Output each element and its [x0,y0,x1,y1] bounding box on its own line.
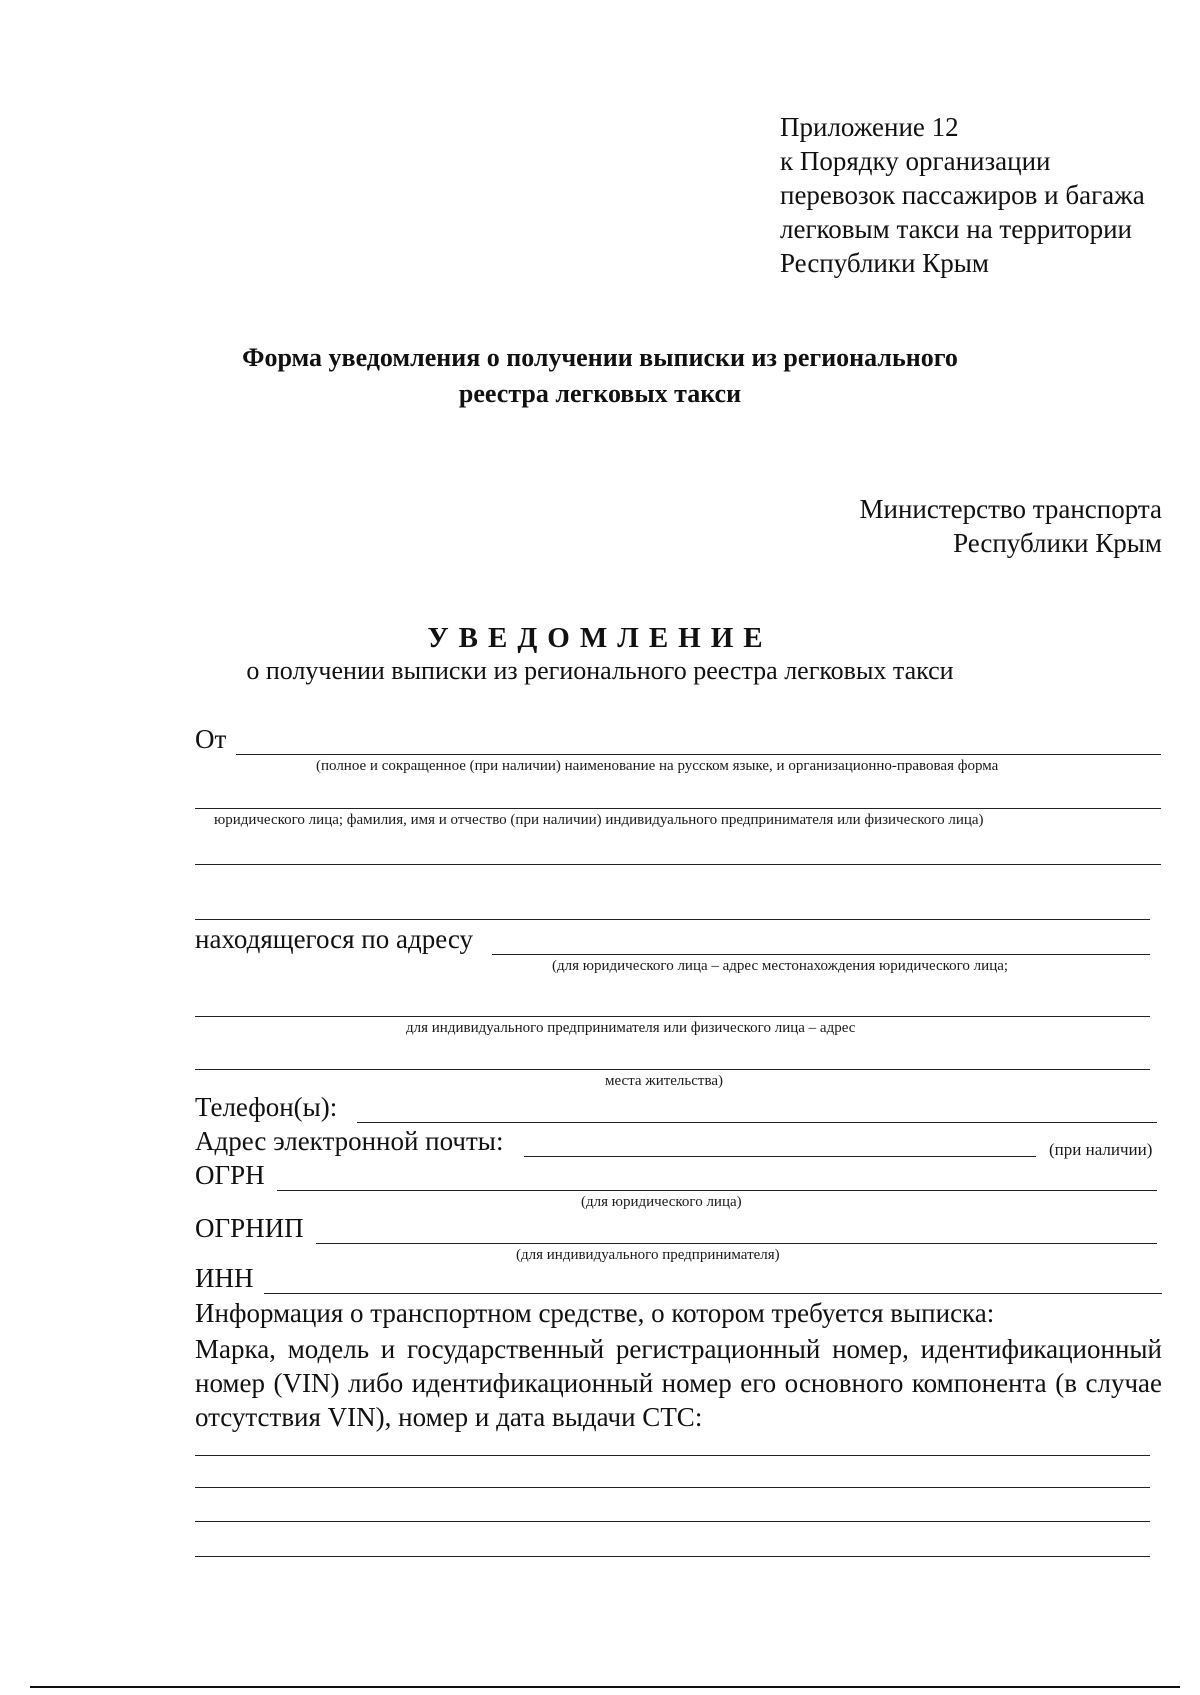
email-hint: (при наличии) [1049,1140,1153,1159]
page-bottom-rule [30,1686,1180,1688]
ogrnip-hint: (для индивидуального предпринимателя) [516,1247,780,1263]
vehicle-field-line-2[interactable] [195,1487,1150,1488]
vehicle-field-line-4[interactable] [195,1556,1150,1557]
recipient-line-2: Республики Крым [953,528,1162,558]
address-hint: (для юридического лица – адрес местонахождения юридического лица; [552,958,1009,974]
from-label: От [195,724,227,754]
appendix-line: легковым такси на территории [780,214,1133,244]
address-field-line-3[interactable] [195,1069,1150,1070]
address-hint-2: для индивидуального предпринимателя или физического лица – адрес [406,1020,856,1036]
from-field-line-2[interactable] [195,808,1161,809]
ogrnip-label: ОГРНИП [195,1213,304,1243]
recipient-line-1: Министерство транспорта [859,494,1162,524]
from-field-line-3[interactable] [195,864,1161,865]
address-label: находящегося по адресу [195,924,473,954]
inn-label: ИНН [195,1263,254,1293]
from-field-line[interactable] [236,754,1161,755]
ogrn-label: ОГРН [195,1160,265,1190]
email-label: Адрес электронной почты: [195,1126,504,1156]
phone-field-line[interactable] [357,1122,1157,1123]
notice-subtitle: о получении выписки из регионального реестра легковых такси [246,656,954,685]
from-hint-2: юридического лица; фамилия, имя и отчество (при наличии) индивидуального предпринимателя или физического лица) [214,812,984,828]
vehicle-field-line-1[interactable] [195,1455,1150,1456]
from-field-line-4[interactable] [195,919,1150,920]
inn-field-line[interactable] [264,1293,1162,1294]
notice-title: УВЕДОМЛЕНИЕ [427,622,773,654]
vehicle-field-line-3[interactable] [195,1521,1150,1522]
form-title [0,340,1200,412]
phone-label: Телефон(ы): [195,1092,338,1122]
appendix-line: перевозок пассажиров и багажа [780,180,1145,210]
vehicle-heading: Информация о транспортном средстве, о котором требуется выписка: [195,1298,995,1328]
address-field-line-2[interactable] [195,1016,1150,1017]
form-title-line-1: Форма уведомления о получении выписки из регионального [242,343,958,372]
from-hint: (полное и сокращенное (при наличии) наименование на русском языке, и организационно-правовая форма [316,758,999,774]
appendix-line: к Порядку организации [780,146,1051,176]
ogrn-hint: (для юридического лица) [581,1194,742,1210]
ogrn-field-line[interactable] [277,1190,1157,1191]
email-field-line[interactable] [524,1156,1036,1157]
ogrnip-field-line[interactable] [316,1243,1157,1244]
recipient-block [700,492,1162,560]
appendix-line: Приложение 12 [780,112,959,142]
appendix-line: Республики Крым [780,248,989,278]
address-hint-3: места жительства) [605,1073,724,1089]
appendix-block [780,110,1145,280]
address-field-line[interactable] [492,954,1150,955]
form-title-line-2: реестра легковых такси [458,379,742,408]
vehicle-description: Марка, модель и государственный регистрационный номер, идентификационный номер (VIN) либо идентификационный номер его основного компонента (в случае отсутствия VIN), номер и дата выдачи СТС: [195,1334,1162,1432]
